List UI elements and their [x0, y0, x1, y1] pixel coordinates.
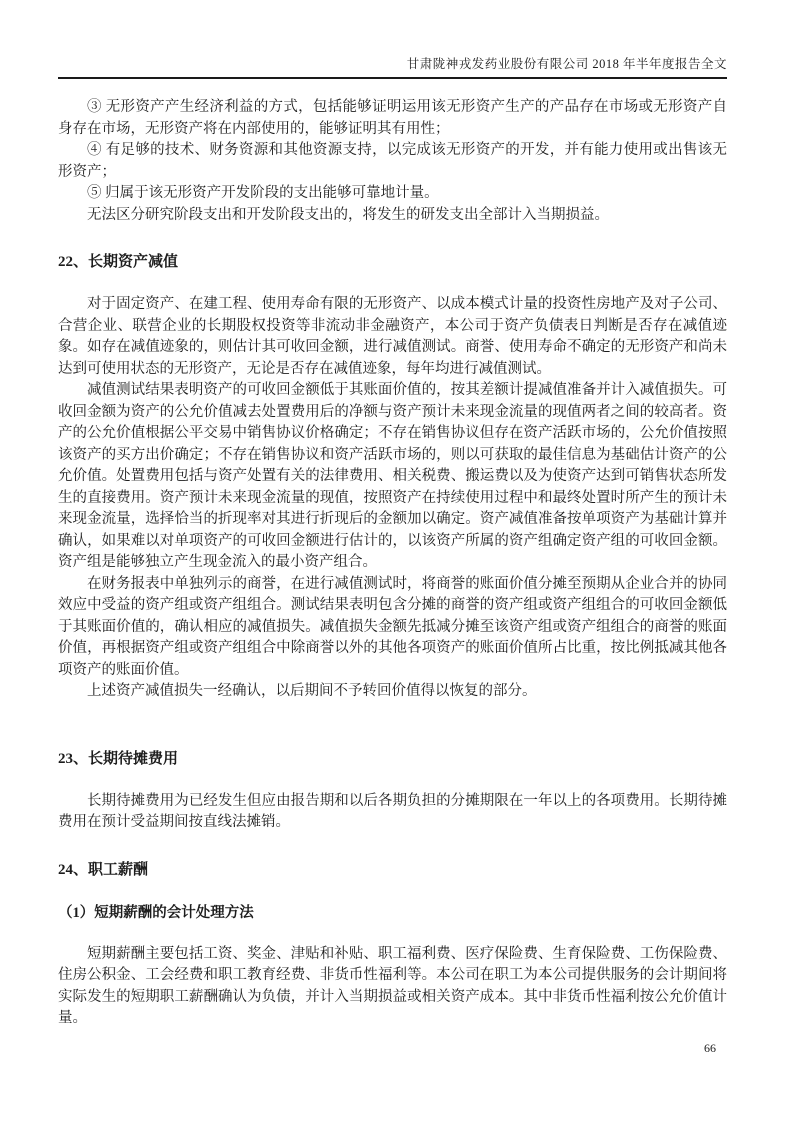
page-number: 66: [704, 1041, 716, 1055]
report-header-title: 甘肃陇神戎发药业股份有限公司 2018 年半年度报告全文: [58, 56, 727, 79]
page-content: [58, 79, 727, 1030]
sub-heading-24-1-short-term-compensation: （1）短期薪酬的会计处理方法: [58, 904, 254, 921]
paragraph-s22-4: 上述资产减值损失一经确认，以后期间不予转回价值得以恢复的部分。: [87, 683, 537, 699]
intro-item-5: ⑤ 归属于该无形资产开发阶段的支出能够可靠地计量。: [87, 185, 439, 201]
section-heading-24-employee-compensation: 24、职工薪酬: [58, 861, 149, 878]
paragraph-s23-1: 长期待摊费用为已经发生但应由报告期和以后各期负担的分摊期限在一年以上的各项费用。长期待摊费用在预计受益期间按直线法摊销。: [58, 792, 727, 830]
intro-item-3: ③ 无形资产产生经济利益的方式，包括能够证明运用该无形资产生产的产品存在市场或无形资产自身存在市场，无形资产将在内部使用的，能够证明其有用性；: [58, 99, 727, 137]
section-heading-23-long-term-deferred-expenses: 23、长期待摊费用: [58, 750, 179, 767]
intro-note: 无法区分研究阶段支出和开发阶段支出的，将发生的研发支出全部计入当期损益。: [87, 206, 609, 223]
paragraph-s24-1: 短期薪酬主要包括工资、奖金、津贴和补贴、职工福利费、医疗保险费、生育保险费、工伤保险费、住房公积金、工会经费和职工教育经费、非货币性福利等。本公司在职工为本公司提供服务的会计期间将实际发生的短期职工薪酬确认为负债，并计入当期损益或相关资产成本。其中非货币性福利按公允价值计量。: [58, 945, 727, 1026]
paragraph-s22-2: 减值测试结果表明资产的可收回金额低于其账面价值的，按其差额计提减值准备并计入减值损失。可收回金额为资产的公允价值减去处置费用后的净额与资产预计未来现金流量的现值两者之间的较高者。资产的公允价值根据公平交易中销售协议价格确定；不存在销售协议但存在资产活跃市场的，公允价值按照该资产的买方出价确定；不存在销售协议和资产活跃市场的，则以可获取的最佳信息为基础估计资产的公允价值。处置费用包括与资产处置有关的法律费用、相关税费、搬运费以及为使资产达到可销售状态所发生的直接费用。资产预计未来现金流量的现值，按照资产在持续使用过程中和最终处置时所产生的预计未来现金流量，选择恰当的折现率对其进行折现后的金额加以确定。资产减值准备按单项资产为基础计算并确认，如果难以对单项资产的可收回金额进行估计的，以该资产所属的资产组确定资产组的可收回金额。资产组是能够独立产生现金流入的最小资产组合。: [58, 382, 727, 570]
section-heading-22-long-term-asset-impairment: 22、长期资产减值: [58, 254, 179, 270]
paragraph-s22-3: 在财务报表中单独列示的商誉，在进行减值测试时，将商誉的账面价值分摊至预期从企业合并的协同效应中受益的资产组或资产组组合。测试结果表明包含分摊的商誉的资产组或资产组组合的可收回金额低于其账面价值的，确认相应的减值损失。减值损失金额先抵减分摊至该资产组或资产组组合的商誉的账面价值，再根据资产组或资产组组合中除商誉以外的其他各项资产的账面价值所占比重，按比例抵减其他各项资产的账面价值。: [58, 575, 727, 678]
paragraph-s22-1: 对于固定资产、在建工程、使用寿命有限的无形资产、以成本模式计量的投资性房地产及对子公司、合营企业、联营企业的长期股权投资等非流动非金融资产，本公司于资产负债表日判断是否存在减值迹象。如存在减值迹象的，则估计其可收回金额，进行减值测试。商誉、使用寿命不确定的无形资产和尚未达到可使用状态的无形资产，无论是否存在减值迹象，每年均进行减值测试。: [58, 296, 727, 377]
intro-item-4: ④ 有足够的技术、财务资源和其他资源支持，以完成该无形资产的开发，并有能力使用或出售该无形资产；: [58, 142, 727, 180]
